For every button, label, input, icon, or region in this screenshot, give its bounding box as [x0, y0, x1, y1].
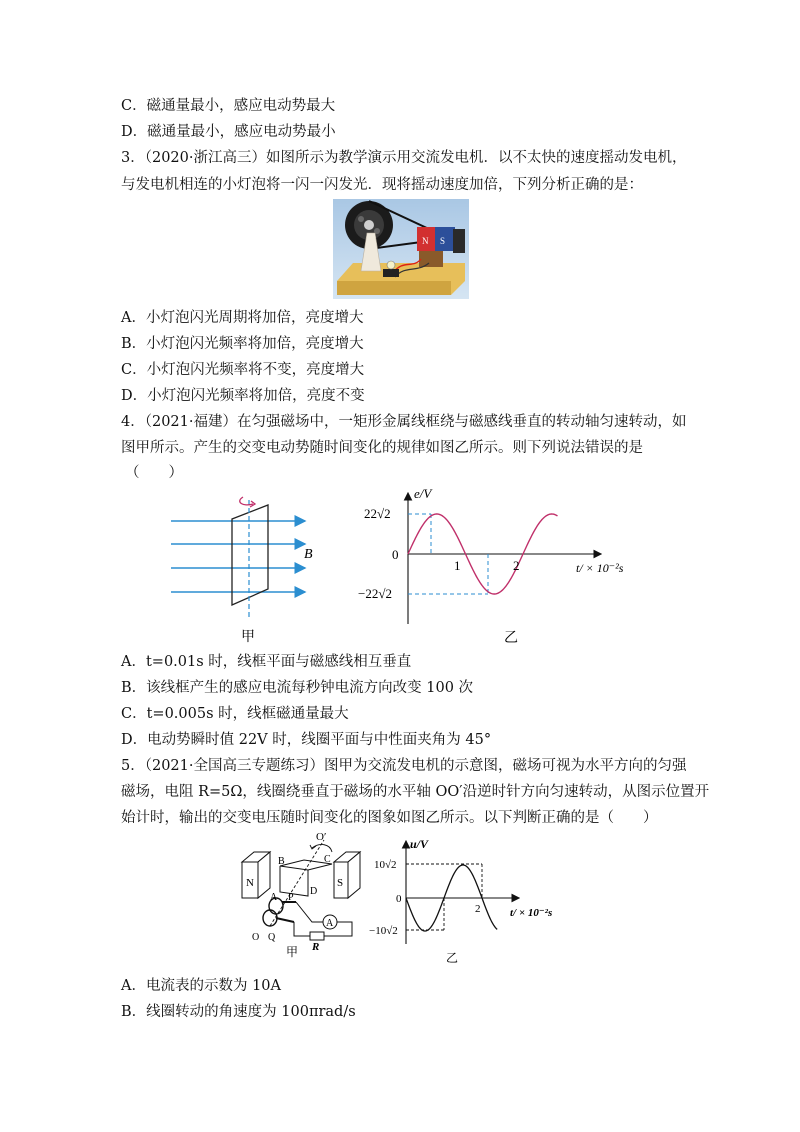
q3-option-a: A．小灯泡闪光周期将加倍，亮度增大	[121, 310, 364, 326]
q5-figure-b-caption: 乙	[446, 951, 459, 965]
q5-magnet-n-label: N	[246, 877, 254, 889]
q5-label-a: A	[270, 892, 278, 903]
q3-stem-line1: 3．（2020·浙江高三）如图所示为教学演示用交流发电机．以不太快的速度摇动发电机，	[121, 150, 687, 166]
q4-answer-blank: （ ）	[125, 465, 183, 481]
q4-stem-line2: 图甲所示。产生的交变电动势随时间变化的规律如图乙所示。则下列说法错误的是	[121, 440, 643, 456]
q4-stem-line1: 4．（2021·福建）在匀强磁场中，一矩形金属线框绕与磁感线垂直的转动轴匀速转动，如	[121, 414, 687, 430]
q4-option-c: C．t=0.005s 时，线框磁通量最大	[121, 706, 349, 722]
q4-x-axis-label: t/ × 10⁻²s	[576, 561, 624, 575]
q5-label-p: P	[288, 892, 294, 903]
q3-stem-line2: 与发电机相连的小灯泡将一闪一闪发光．现将摇动速度加倍，下列分析正确的是：	[121, 177, 643, 193]
q5-label-o: O	[252, 932, 260, 943]
q3-option-c: C．小灯泡闪光频率将不变，亮度增大	[121, 362, 365, 378]
rotation-arrow-icon	[240, 497, 253, 505]
q4-b-label: B	[304, 547, 313, 562]
q5-resistor	[310, 932, 324, 940]
q3-magnet-s-label: S	[440, 236, 446, 246]
q5-figure-a-caption: 甲	[286, 945, 299, 959]
q4-wire-frame	[232, 505, 268, 605]
q4-y-pos-tick: 22√2	[364, 506, 391, 521]
q4-y-neg-tick: −22√2	[358, 586, 392, 601]
q3-option-d: D．小灯泡闪光频率将加倍，亮度不变	[121, 388, 365, 404]
q3-magnet-n-label: N	[422, 236, 429, 246]
q5-origin-label: 0	[396, 893, 402, 905]
q5-label-q: Q	[268, 932, 276, 943]
q3-generator-photo	[333, 199, 469, 299]
q5-figure-a	[240, 830, 380, 962]
q4-option-a: A．t=0.01s 时，线框平面与磁感线相互垂直	[121, 654, 412, 670]
q2-option-c: C．磁通量最小，感应电动势最大	[121, 98, 336, 114]
q5-x-tick-2: 2	[475, 903, 481, 915]
q5-x-axis-label: t/ × 10⁻²s	[510, 907, 553, 919]
q4-option-b: B．该线框产生的感应电流每秒钟电流方向改变 100 次	[121, 680, 474, 696]
q5-ammeter-label: A	[326, 918, 334, 929]
q5-label-c: C	[324, 854, 331, 865]
q4-option-d: D．电动势瞬时值 22V 时，线圈平面与中性面夹角为 45°	[121, 732, 492, 748]
q5-label-o-prime: O′	[316, 831, 327, 843]
q5-label-r: R	[312, 941, 320, 953]
q5-option-b: B．线圈转动的角速度为 100πrad/s	[121, 1004, 356, 1020]
q5-stem-line2: 磁场，电阻 R=5Ω，线圈绕垂直于磁场的水平轴 OO′沿逆时针方向匀速转动，从图示位置开	[121, 784, 710, 800]
q5-stem-line3: 始计时，输出的交变电压随时间变化的图象如图乙所示。以下判断正确的是（ ）	[121, 810, 658, 826]
q5-option-a: A．电流表的示数为 10A	[121, 978, 282, 994]
q5-label-d: D	[310, 886, 318, 897]
q5-stem-line1: 5．（2021·全国高三专题练习）图甲为交流发电机的示意图，磁场可视为水平方向的匀强	[121, 758, 687, 774]
q5-y-axis-label: u/V	[410, 837, 429, 851]
q5-y-neg-tick: −10√2	[369, 925, 398, 937]
q2-option-d: D．磁通量最小，感应电动势最小	[121, 124, 336, 140]
q5-y-pos-tick: 10√2	[374, 859, 397, 871]
q4-x-tick-1: 1	[454, 558, 461, 573]
q5-magnet-s-label: S	[337, 877, 344, 889]
q4-figure-b	[350, 484, 650, 648]
q4-figure-a-caption: 甲	[241, 630, 255, 645]
q4-x-tick-2: 2	[513, 558, 520, 573]
q5-figure-b	[368, 836, 578, 966]
q4-figure-a	[165, 488, 335, 648]
q4-origin-label: 0	[392, 547, 399, 562]
q4-figure-b-caption: 乙	[504, 631, 518, 646]
q4-y-axis-label: e/V	[414, 486, 432, 501]
q4-field-lines	[171, 521, 305, 592]
q3-option-b: B．小灯泡闪光频率将加倍，亮度增大	[121, 336, 364, 352]
q5-label-b: B	[278, 856, 285, 867]
